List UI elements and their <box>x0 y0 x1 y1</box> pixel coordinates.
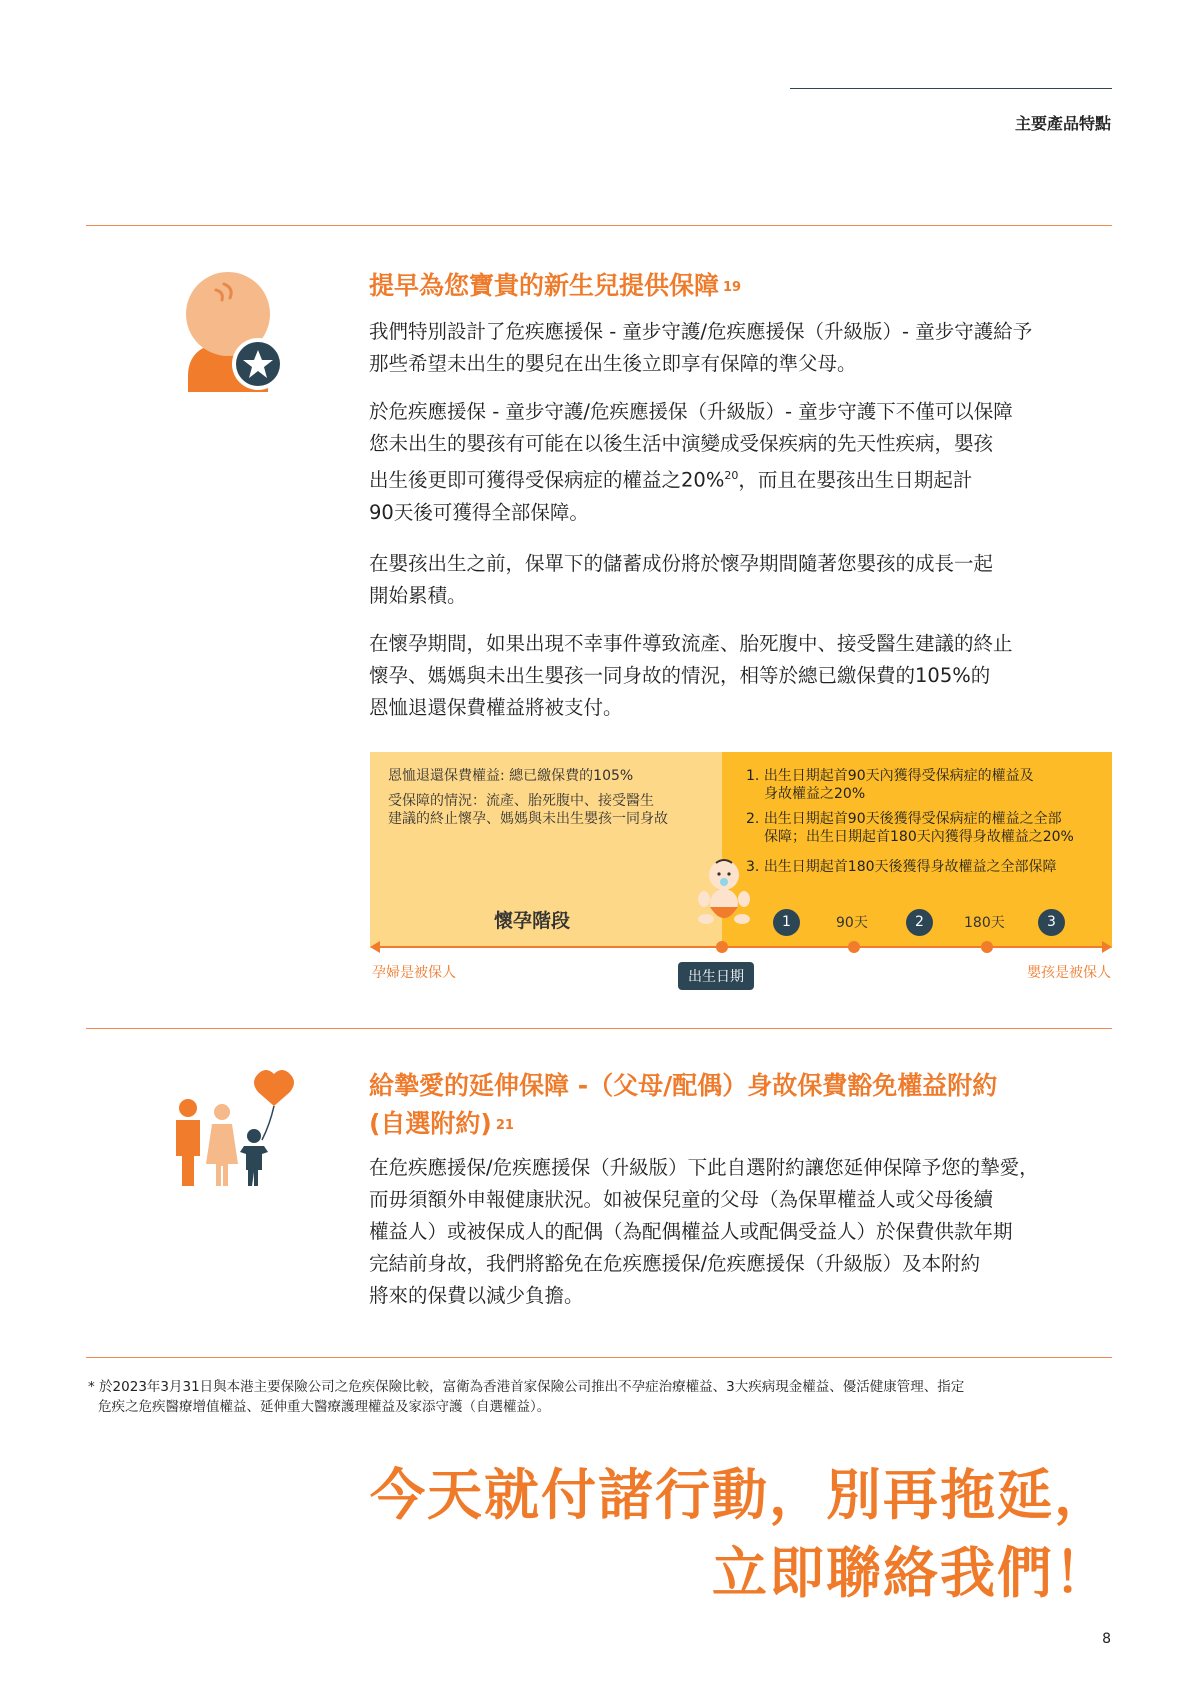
text-line: 而毋須額外申報健康狀況。如被保兒童的父母（為保單權益人或父母後續 <box>369 1188 994 1211</box>
text-line: 在嬰孩出生之前，保單下的儲蓄成份將於懷孕期間隨著您嬰孩的成長一起 <box>369 552 994 575</box>
text-line: 在危疾應援保/危疾應援保（升級版）下此自選附約讓您延伸保障予您的摯愛， <box>369 1156 1039 1179</box>
text-line: 我們特別設計了危疾應援保 - 童步守護/危疾應援保（升級版）- 童步守護給予 <box>369 320 1033 343</box>
text-line: 將來的保費以減少負擔。 <box>369 1284 584 1307</box>
text-line: 90天後可獲得全部保障。 <box>369 500 589 524</box>
day180-dot <box>981 941 993 953</box>
section1-paragraph-3 <box>369 548 1109 612</box>
day-label-180: 180天 <box>964 915 1005 931</box>
timeline-item-3 <box>746 858 1057 876</box>
list-text: 出生日期起首180天後獲得身故權益之全部保障 <box>763 859 1057 875</box>
text-line <box>369 460 1109 497</box>
timeline-left-line3: 建議的終止懷孕、媽媽與未出生嬰孩一同身故 <box>388 811 668 827</box>
text-line: 恩恤退還保費權益將被支付。 <box>369 696 623 719</box>
text-segment: 出生後更即可獲得受保病症的權益之20% <box>369 468 725 492</box>
header-rule <box>790 88 1112 89</box>
section2-title-text: (自選附約) <box>369 1109 492 1138</box>
milestone-3: 3 <box>1038 909 1065 936</box>
section1-title <box>369 267 741 305</box>
list-text: 出生日期起首90天內獲得受保病症的權益及 <box>763 768 1034 784</box>
section-divider-middle <box>86 1028 1112 1029</box>
section1-paragraph-2 <box>369 396 1109 529</box>
text-line: 在懷孕期間，如果出現不幸事件導致流產、胎死腹中、接受醫生建議的終止 <box>369 632 1013 655</box>
section-label: 主要產品特點 <box>1014 114 1111 133</box>
milestone-1: 1 <box>773 909 800 936</box>
text-line: 完結前身故，我們將豁免在危疾應援保/危疾應援保（升級版）及本附約 <box>369 1252 981 1275</box>
text-line: 您未出生的嬰孩有可能在以後生活中演變成受保疾病的先天性疾病，嬰孩 <box>369 432 994 455</box>
cta-line1: 今天就付諸行動，別再拖延， <box>369 1463 1111 1527</box>
axis-right-arrow-icon <box>1102 941 1112 953</box>
text-line: 開始累積。 <box>369 584 467 607</box>
text-segment: ，而且在嬰孩出生日期起計 <box>738 468 973 492</box>
milestone-2: 2 <box>906 909 933 936</box>
mother-insured-label: 孕婦是被保人 <box>372 965 456 981</box>
timeline-item-1-cont: 身故權益之20% <box>764 786 866 802</box>
section1-title-ref: 19 <box>723 280 742 295</box>
timeline-axis <box>376 946 1106 948</box>
footnote <box>88 1377 1098 1417</box>
footnote-ref: 20 <box>724 469 739 482</box>
timeline-item-2 <box>746 810 1062 828</box>
page-number: 8 <box>1102 1631 1111 1647</box>
cta-line2: 立即聯絡我們！ <box>711 1541 1111 1605</box>
family-heart-icon <box>166 1068 298 1192</box>
section1-paragraph-4 <box>369 628 1109 724</box>
section1-paragraph-1 <box>369 316 1109 380</box>
section2-title-line2 <box>369 1105 997 1143</box>
section-divider-top <box>86 225 1112 226</box>
baby-insured-label: 嬰孩是被保人 <box>1027 965 1111 981</box>
section2-paragraph <box>369 1152 1109 1312</box>
timeline-item-2-cont: 保障；出生日期起首180天內獲得身故權益之20% <box>764 829 1074 845</box>
day-label-90: 90天 <box>836 915 868 931</box>
timeline-left-line2: 受保障的情況：流產、胎死腹中、接受醫生 <box>388 793 654 809</box>
footnote-line2: 危疾之危疾醫療增值權益、延伸重大醫療護理權益及家添守護（自選權益）。 <box>98 1399 551 1415</box>
footnote-line1 <box>88 1377 1098 1397</box>
list-text: 出生日期起首90天後獲得受保病症的權益之全部 <box>763 811 1062 827</box>
coverage-timeline <box>370 752 1112 946</box>
footnote-text: 於2023年3月31日與本港主要保險公司之危疾保險比較，富衛為香港首家保險公司推出不孕症治療權益、3大疾病現金權益、優活健康管理、指定 <box>99 1379 965 1395</box>
list-number: 2. <box>746 811 760 827</box>
section2-title-line1: 給摯愛的延伸保障 -（父母/配偶）身故保費豁免權益附約 <box>369 1071 998 1100</box>
pregnancy-stage-label: 懷孕階段 <box>494 910 571 932</box>
day90-dot <box>848 941 860 953</box>
list-number: 3. <box>746 859 760 875</box>
call-to-action <box>370 1456 1111 1612</box>
text-line: 於危疾應援保 - 童步守護/危疾應援保（升級版）- 童步守護下不僅可以保障 <box>369 400 1013 423</box>
text-line: 權益人）或被保成人的配偶（為配偶權益人或配偶受益人）於保費供款年期 <box>369 1220 1013 1243</box>
timeline-item-1 <box>746 767 1034 785</box>
section2-title-ref: 21 <box>495 1118 514 1133</box>
birth-date-badge: 出生日期 <box>678 962 754 990</box>
newborn-baby-icon <box>688 853 760 933</box>
birth-dot <box>716 941 728 953</box>
timeline-left-line1: 恩恤退還保費權益: 總已繳保費的105% <box>388 768 634 784</box>
section1-title-text: 提早為您寶貴的新生兒提供保障 <box>369 271 720 300</box>
axis-left-arrow-icon <box>370 941 380 953</box>
section2-title <box>369 1067 997 1143</box>
footnote-marker: * <box>88 1379 95 1395</box>
text-line: 懷孕、媽媽與未出生嬰孩一同身故的情況，相等於總已繳保費的105%的 <box>369 664 991 687</box>
text-line: 那些希望未出生的嬰兒在出生後立即享有保障的準父母。 <box>369 352 857 375</box>
list-number: 1. <box>746 768 760 784</box>
section-divider-bottom <box>86 1357 1112 1358</box>
baby-star-icon <box>178 268 284 392</box>
